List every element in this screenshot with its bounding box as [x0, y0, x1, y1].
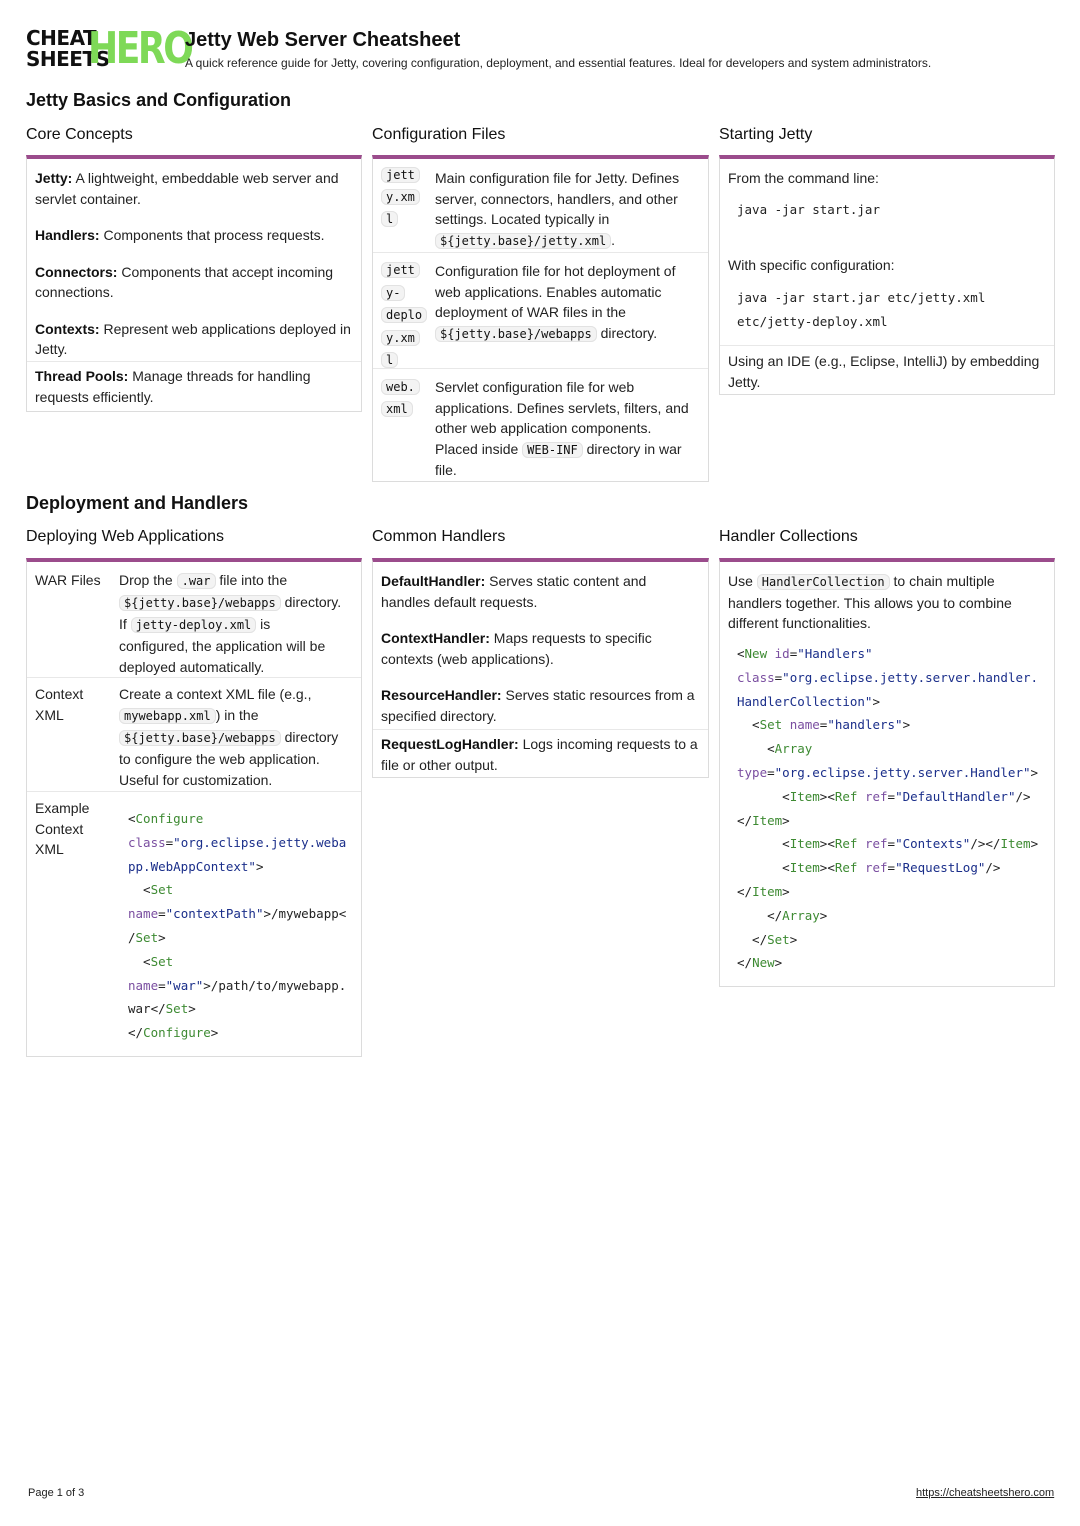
file-name: jett y.xm l [381, 164, 421, 230]
list-item: ResourceHandler: Serves static resources from a specified directory. [381, 687, 695, 724]
handlers-list [381, 571, 703, 726]
card-core-concepts [26, 155, 362, 412]
card-configuration-files [372, 155, 709, 482]
ide-note: Using an IDE (e.g., Eclipse, IntelliJ) by embedding Jetty. [728, 353, 1040, 390]
card-title-configuration-files: Configuration Files [372, 126, 506, 143]
list-item: DefaultHandler: Serves static content and handles default requests. [381, 573, 647, 610]
logo-hero-text: HERO [88, 23, 192, 74]
row-label: WAR Files [35, 572, 101, 588]
divider [720, 345, 1054, 346]
logo-text: CHEAT SHEETS [26, 26, 110, 71]
file-description: Servlet configuration file for web applications. Defines servlets, filters, and other web application components. Placed inside WEB-INF directory in war file. [435, 379, 689, 478]
code-block: <New id="Handlers" class="org.eclipse.jetty.server.handler. HandlerCollection"> <Set name="handlers"> <Array type="org.eclipse.jetty.server.Handler"> <Item><Ref ref="DefaultHandler"/> </Item> <Item><Ref ref="Contexts"/></Item> <Item><Ref ref="RequestLog"/> </Item> </Array> </Set> </New> [737, 646, 1039, 971]
card-title-deploying-web-applications: Deploying Web Applications [26, 528, 225, 545]
card-common-handlers [372, 558, 709, 778]
table-row [373, 253, 708, 369]
card-starting-jetty [719, 155, 1055, 395]
list-item: Contexts: Represent web applications deployed in Jetty. [35, 320, 351, 357]
card-handler-collections [719, 558, 1055, 987]
table-row [27, 562, 361, 678]
code-block: java -jar start.jar etc/jetty.xml etc/jetty-deploy.xml [737, 290, 986, 329]
list-item: Connectors: Components that accept incoming connections. [35, 263, 334, 300]
table-row [27, 792, 361, 1057]
row-label: Context XML [35, 686, 84, 723]
row-description: Create a context XML file (e.g., mywebapp.xml ) in the ${jetty.base}/webapps directory to configure the web application. Useful for customization. [119, 686, 339, 788]
file-name: jett y- deplo y.xm l [381, 259, 425, 372]
card-deploying-web-applications [26, 558, 362, 1057]
site-link[interactable]: https://cheatsheetshero.com [916, 1487, 1055, 1499]
file-description: Main configuration file for Jetty. Defines server, connectors, handlers, and other settings. Located typically in ${jetty.base}/jetty.xml . [435, 170, 680, 248]
file-name: web. xml [381, 376, 421, 420]
divider [373, 729, 708, 730]
page-title: Jetty Web Server Cheatsheet [185, 29, 461, 51]
row-label: Example Context XML [35, 800, 90, 857]
specific-config-label: With specific configuration: [728, 257, 895, 273]
page-subtitle: A quick reference guide for Jetty, covering configuration, deployment, and essential features. Ideal for developers and system administrators. [185, 56, 932, 70]
list-item: ContextHandler: Maps requests to specific contexts (web applications). [381, 630, 652, 667]
core-concepts-list [35, 168, 355, 376]
list-item: Handlers: Components that process requests. [35, 227, 325, 243]
code-block: <Configure class="org.eclipse.jetty.weba pp.WebAppContext"> <Set name="contextPath">/mywebapp< /Set> <Set name="war">/path/to/mywebapp. war</Set> </Configure> [128, 811, 347, 1041]
command-line-label: From the command line: [728, 170, 879, 186]
section-title-deployment: Deployment and Handlers [26, 493, 249, 513]
row-description: Drop the .war file into the ${jetty.base}/webapps directory. If jetty-deploy.xml is configured, the application will be deployed automatically. [119, 572, 342, 675]
card-title-handler-collections: Handler Collections [719, 528, 858, 545]
table-row [373, 369, 708, 482]
section-title-basics: Jetty Basics and Configuration [26, 90, 292, 110]
divider [27, 361, 361, 362]
list-item: Thread Pools: Manage threads for handling requests efficiently. [35, 368, 311, 405]
table-row [27, 678, 361, 792]
list-item: RequestLogHandler: Logs incoming requests to a file or other output. [381, 736, 698, 773]
file-description: Configuration file for hot deployment of web applications. Enables automatic deployment of WAR files in the ${jetty.base}/webapps directory. [435, 263, 676, 341]
list-item: Jetty: A lightweight, embeddable web server and servlet container. [35, 170, 339, 207]
cheatsheetshero-logo[interactable] [26, 23, 192, 74]
table-row [373, 159, 708, 253]
card-title-starting-jetty: Starting Jetty [719, 126, 813, 143]
card-title-common-handlers: Common Handlers [372, 528, 506, 545]
code-block: java -jar start.jar [737, 202, 880, 217]
collections-description: Use HandlerCollection to chain multiple handlers together. This allows you to combine different functionalities. [728, 573, 1012, 631]
page-number: Page 1 of 3 [28, 1487, 85, 1499]
card-title-core-concepts: Core Concepts [26, 126, 133, 143]
